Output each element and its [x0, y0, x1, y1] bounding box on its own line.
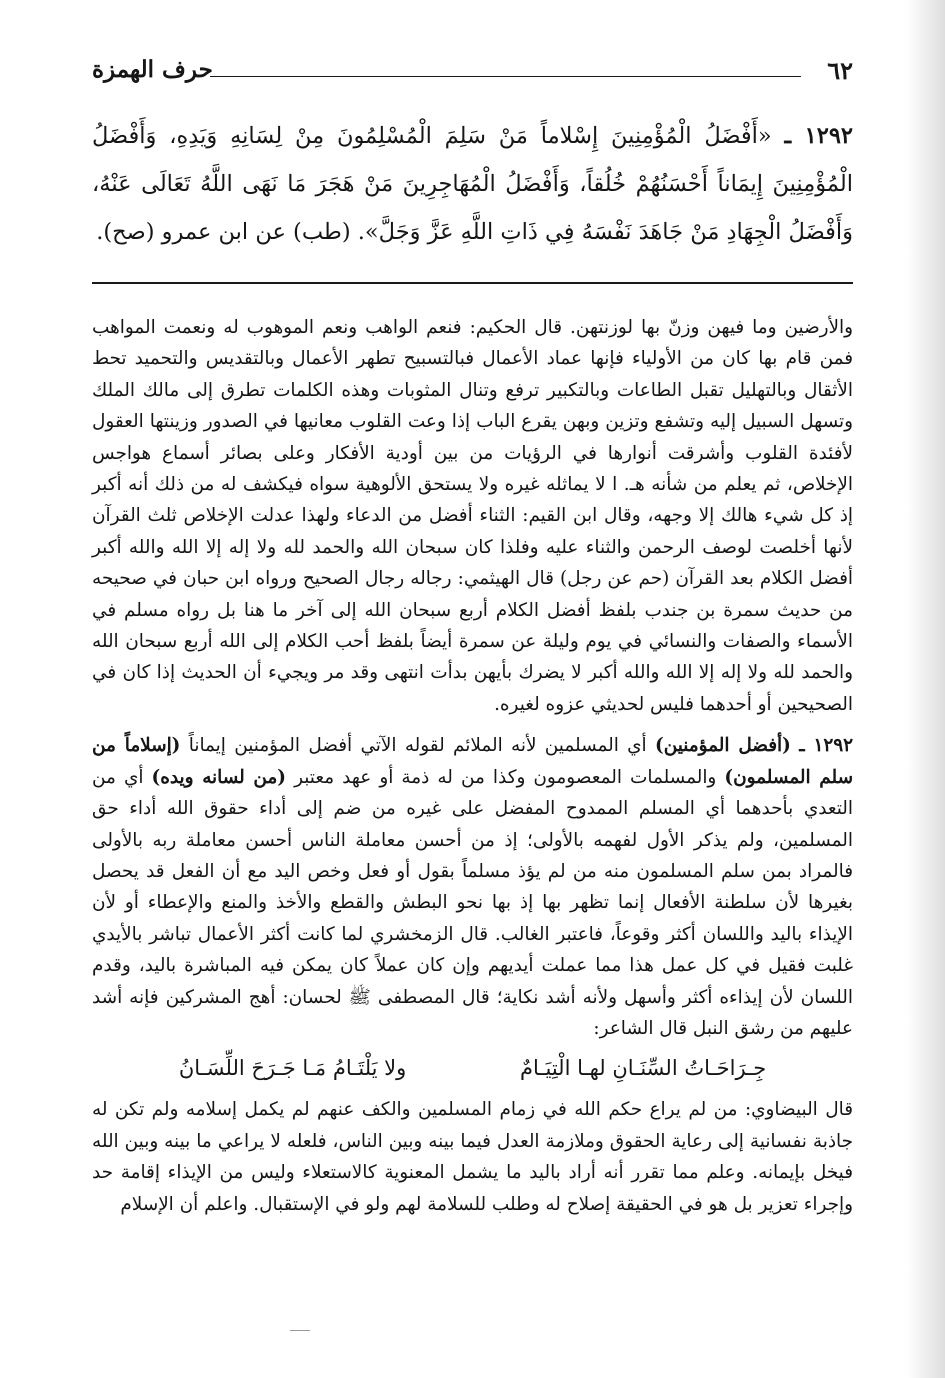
hadith-text-block: [92, 112, 853, 272]
commentary-block: [92, 312, 853, 1352]
verse-second-hemistich: ولا يَلْتَـامُ مَـا جَـرَحَ اللِّسَـانُ: [178, 1056, 407, 1081]
chapter-title: حرف الهمزة: [92, 56, 213, 83]
commentary-paragraph-3: قال البيضاوي: من لم يراع حكم الله في زمام المسلمين والكف عنهم لم يكمل إسلامه ولم تكن له جاذبة نفسانية إلى رعاية الحقوق وملازمة العدل فيما بينه وبين الناس، فلعله لا يراعي ما بينه وبين الله فيخل بإيمانه. وعلم مما تقرر أنه أراد باليد ما يشمل المعنوية كالاستعلاء وليس من الإيذاء إقامة حد وإجراء تعزير بل هو في الحقيقة إصلاح له وطلب للسلامة لهم ولو في الإستقبال. واعلم أن الإسلام: [92, 1099, 853, 1215]
commentary-text-2: والمسلمات المعصومون وكذا من له ذمة أو عهد معتبر: [285, 766, 725, 788]
footer-mark: [290, 1330, 310, 1331]
verse-first-hemistich: جِـرَاحَـاتُ السِّنَـانِ لهـا الْتِيَـامٌ: [519, 1056, 767, 1081]
commentary-text-3: أي من التعدي بأحدهما أي المسلم الممدوح المفضل على غيره من ضم إلى أداء حقوق الله أداء حق المسلمين، ولم يذكر الأول لفهمه بالأولى؛ إذ من أحسن معاملة الناس أحسن معاملة ربه بالأولى فالمراد بمن سلم المسلمون منه من لم يؤذ مسلماً بقول أو فعل وخص اليد مع أن الفعل قد يحصل بغيرها لأن سلطنة الأفعال إنما تظهر بها إذ بها نحو البطش والقطع والأخذ والمنع والإعطاء أو لأن الإيذاء باليد واللسان أكثر وقوعاً، فاعتبر الغالب. قال الزمخشري لما كانت أكثر الأعمال تباشر بالأيدي غلبت فقيل في كل عمل هذا مما عملت أيديهم وإن كان عملاً كان يمكن فيه المباشرة باليد، وقدم اللسان لأن إيذاءه أكثر وأسهل ولأنه أشد نكاية؛ قال المصطفى ﷺ لحسان: أهج المشركين فإنه أشد عليهم من رشق النبل قال الشاعر:: [92, 766, 853, 1039]
hadith-text: «أَفْضَلُ الْمُؤْمِنِينَ إِسْلاماً مَنْ سَلِمَ الْمُسْلِمُونَ مِنْ لِسَانِهِ وَيَدِهِ، وَأَفْضَلُ الْمُؤْمِنِينَ إِيمَاناً أَحْسَنُهُمْ خُلُقاً، وَأَفْضَلُ الْمُهَاجِرِينَ مَنْ هَجَرَ مَا نَهَى اللَّهُ تَعَالَى عَنْهُ، وَأَفْضَلُ الْجِهَادِ مَنْ جَاهَدَ نَفْسَهُ فِي ذَاتِ اللَّهِ عَزَّ وَجَلَّ».: [92, 123, 853, 245]
commentary-term-2: (إسلاماً من سلم المسلمون): [92, 735, 853, 788]
hadith-source: (طب) عن ابن عمرو (صح).: [96, 219, 351, 245]
poetry-verse: [92, 1044, 853, 1094]
commentary-paragraph-1: والأرضين وما فيهن وزنّ بها لوزنتهن. قال الحكيم: فنعم الواهب ونعم الموهوب له ونعمت المواهب فمن قام بها كان من الأولياء فإنها عماد الأعمال فبالتسبيح تطهر الأعمال وبالتقديس والتحميد تحط الأثقال وبالتهليل تقبل الطاعات وبالتكبير ترفع وتنال المثوبات وهذه الكلمات تطرق إلى مالك الملك وتسهل السبيل إليه وتشفع وتزين وبهن يقرع الباب إذا وعت القلوب معانيها في الصدور وزينتها العقول لأفئدة القلوب وأشرقت أنوارها في الرؤيات من بين أودية الأفكار وعلى بصائر أسماع هواجس الإخلاص، ثم يعلم من شأنه هـ. ا لا يماثله غيره ولا يستحق الألوهية سواه فيكشف له من ذلك أنه أكبر إذ كل شيء هالك إلا وجهه، وقال ابن القيم: الثناء أفضل من الدعاء ولهذا عدلت الإخلاص ثلث القرآن لأنها أخلصت لوصف الرحمن والثناء عليه وفلذا كان سبحان الله والحمد لله ولا إله إلا الله والله أكبر أفضل الكلام بعد القرآن (حم عن رجل) قال الهيثمي: رجاله رجال الصحيح ورواه ابن حبان في صحيحه من حديث سمرة بن جندب بلفظ أفضل الكلام أربع سبحان الله إلى آخر ما هنا بل رواه مسلم في الأسماء والصفات والنسائي في يوم وليلة عن سمرة أيضاً بلفظ أحب الكلام إلى الله أربع سبحان الله والحمد لله ولا إله إلا الله والله أكبر لا يضرك بأيهن بدأت انتهى وقد مر ويجيء أن الحديث إذا كان في الصحيحين أو أحدهما فليس لحديثي عزوه لغيره.: [92, 317, 853, 715]
hadith-number: ١٢٩٢ ـ: [784, 123, 853, 149]
commentary-term-1: (أفضل المؤمنين): [655, 735, 791, 757]
commentary-paragraph-2: [92, 730, 853, 1044]
commentary-hadith-number: ١٢٩٢ ـ: [799, 735, 853, 757]
commentary-term-3: (من لسانه ويده): [151, 766, 286, 788]
page-spine-shadow: [907, 0, 945, 1378]
commentary-text-1: أي المسلمين لأنه الملائم لقوله الآتي أفضل المؤمنين إيماناً: [180, 735, 655, 757]
page-header: [92, 56, 853, 90]
page-number: ٦٢: [827, 56, 853, 85]
header-rule: [210, 76, 801, 77]
section-divider: [92, 282, 853, 284]
